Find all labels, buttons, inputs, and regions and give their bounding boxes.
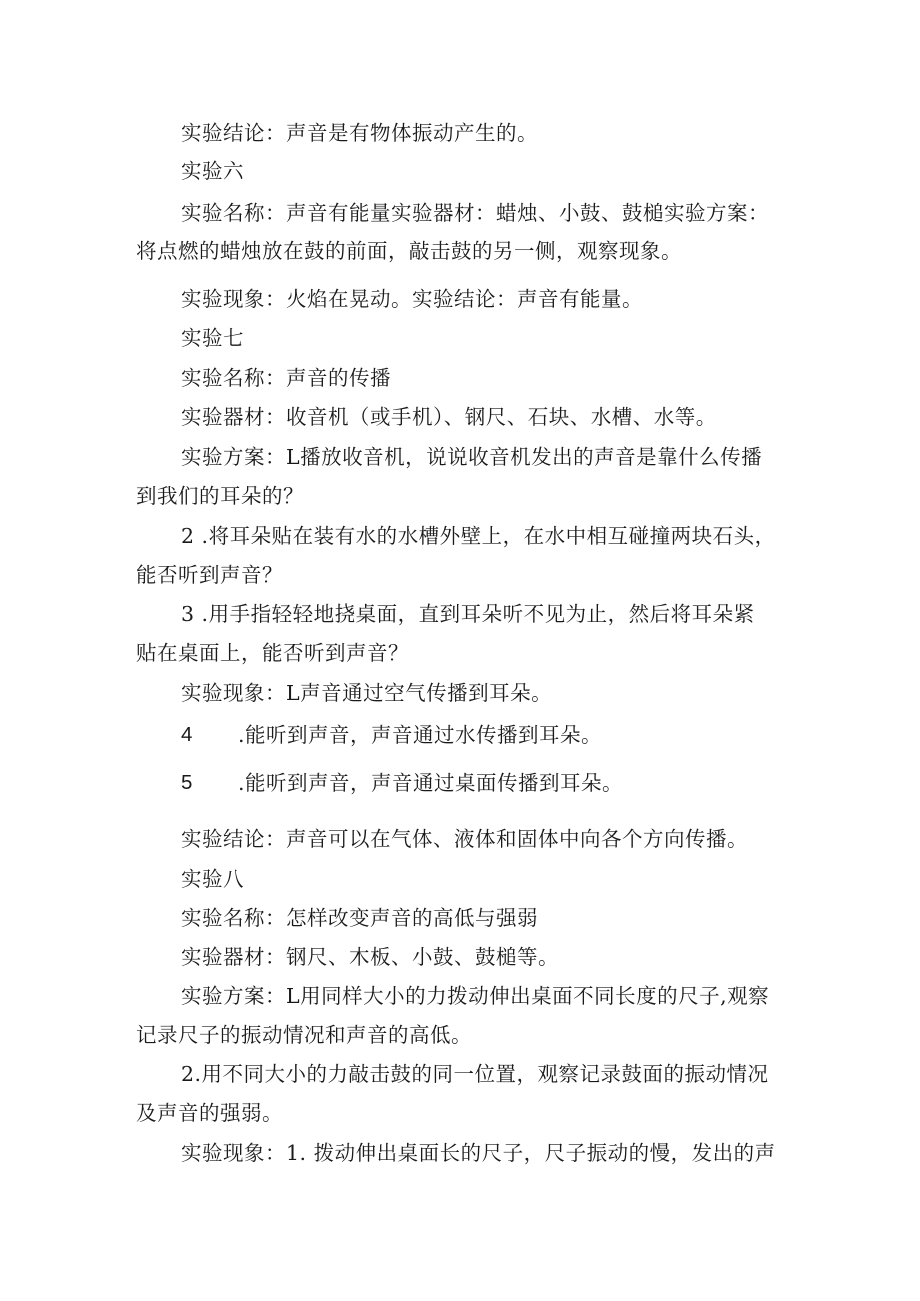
paragraph-line: 及声音的强弱。	[136, 1101, 283, 1125]
paragraph-line: 到我们的耳朵的？	[136, 484, 304, 508]
section-heading: 实验六	[181, 159, 244, 183]
paragraph-line: 实验结论：声音是有物体振动产生的。	[181, 121, 538, 145]
paragraph-line: 实验方案：L播放收音机，说说收音机发出的声音是靠什么传播	[181, 445, 763, 469]
section-heading: 实验八	[181, 867, 244, 891]
section-heading: 实验七	[181, 326, 244, 350]
list-number: 5	[181, 771, 193, 794]
paragraph-line: 实验器材：收音机（或手机）、钢尺、石块、水槽、水等。	[181, 405, 717, 429]
paragraph-line: 实验结论：声音可以在气体、液体和固体中向各个方向传播。	[181, 827, 748, 851]
paragraph-line: 将点燃的蜡烛放在鼓的前面，敲击鼓的另一侧，观察现象。	[136, 239, 682, 263]
list-number: 4	[181, 723, 193, 746]
paragraph-line: .能听到声音，声音通过桌面传播到耳朵。	[238, 771, 624, 795]
paragraph-line: 实验方案：L用同样大小的力拨动伸出桌面不同长度的尺子,观察	[181, 984, 770, 1008]
paragraph-line: .能听到声音，声音通过水传播到耳朵。	[238, 723, 603, 747]
paragraph-line: 贴在桌面上，能否听到声音？	[136, 641, 409, 665]
paragraph-line: 实验现象：1. 拨动伸出桌面长的尺子，尺子振动的慢，发出的声	[181, 1141, 776, 1165]
paragraph-line: 记录尺子的振动情况和声音的高低。	[136, 1023, 472, 1047]
paragraph-line: 实验名称：声音的传播	[181, 366, 391, 390]
paragraph-line: 实验现象：L声音通过空气传播到耳朵。	[181, 681, 553, 705]
paragraph-line: 实验名称：怎样改变声音的高低与强弱	[181, 906, 538, 930]
paragraph-line: 实验名称：声音有能量实验器材：蜡烛、小鼓、鼓槌实验方案：	[181, 201, 769, 225]
paragraph-line: 2.用不同大小的力敲击鼓的同一位置，观察记录鼓面的振动情况	[181, 1062, 769, 1086]
paragraph-line: 实验现象：火焰在晃动。实验结论：声音有能量。	[181, 287, 643, 311]
paragraph-line: 实验器材：钢尺、木板、小鼓、鼓槌等。	[181, 945, 559, 969]
paragraph-line: 2 .将耳朵贴在装有水的水槽外壁上，在水中相互碰撞两块石头，	[181, 524, 776, 548]
paragraph-line: 能否听到声音？	[136, 563, 283, 587]
paragraph-line: 3 .用手指轻轻地挠桌面，直到耳朵听不见为止，然后将耳朵紧	[181, 602, 755, 626]
